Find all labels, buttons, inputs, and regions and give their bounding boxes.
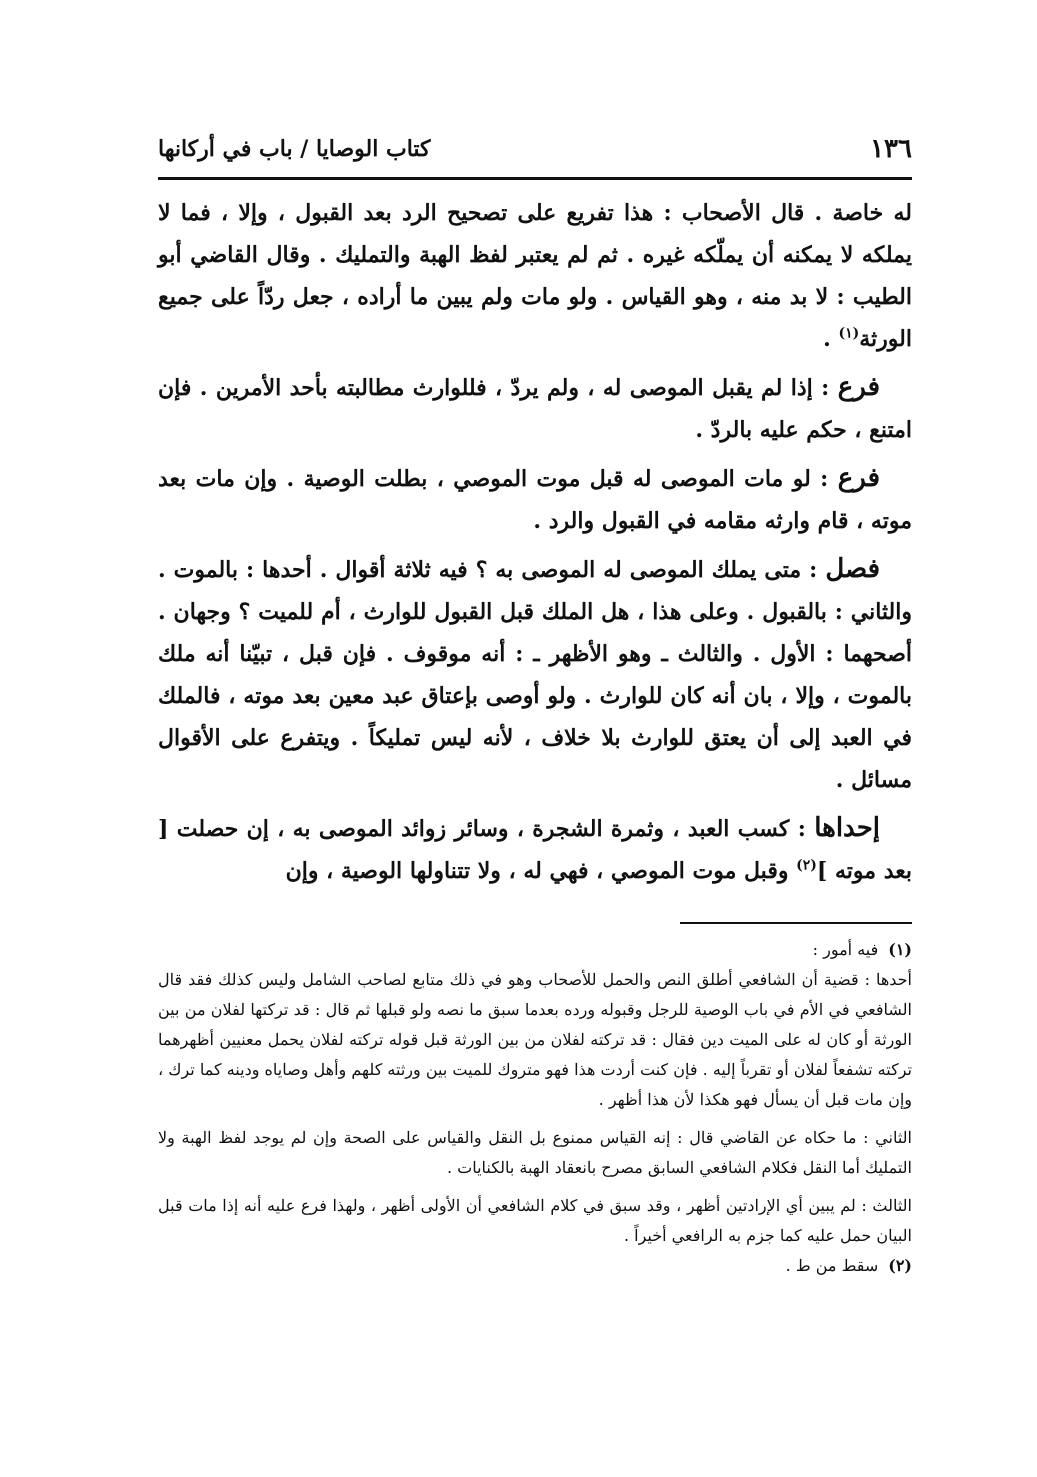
footnote-ref-1[interactable]: (١) <box>838 325 860 342</box>
header-rule <box>158 177 912 180</box>
footnote-number: (٢) <box>888 1256 912 1275</box>
footnote-2 <box>158 1251 912 1281</box>
page-header <box>158 128 912 174</box>
page-number: ١٣٦ <box>870 134 912 164</box>
paragraph-text: : كسب العبد ، وثمرة الشجرة ، وسائر زوائد الموصى به ، إن حصلت [ بعد موته ] <box>158 816 912 884</box>
paragraph-fasl <box>158 548 912 801</box>
paragraph-ihdaha <box>158 807 912 892</box>
section-lead: إحداها <box>814 813 880 843</box>
main-text <box>158 192 912 898</box>
paragraph-1 <box>158 192 912 360</box>
paragraph-text: : لو مات الموصى له قبل موت الموصي ، بطلت الوصية . وإن مات بعد موته ، قام وارثه مقامه في القبول والرد . <box>158 466 912 534</box>
footnotes <box>158 935 912 1281</box>
running-title: كتاب الوصايا / باب في أركانها <box>158 136 431 162</box>
footnote-1-part-a: أحدها : قضية أن الشافعي أطلق النص والحمل للأصحاب وهو في ذلك متابع لصاحب الشامل وليس كذلك فقد قال الشافعي في الأم في باب الوصية للرجل وقبوله ورده بعدما سبق ما نصه ولو قبلها ثم قال : قد تركتها لفلان من بين الورثة أو كان له على الميت دين فقال : قد تركته لفلان من بين الورثة قبل قوله تركته لفلان يحمل معنيين أظهرهما تركته تشفعاً لفلان أو تقرباً إليه . فإن كنت أردت هذا فهو متروك للميت بين ورثته كلهم وأهل وصاياه ودينه كما ترك ، وإن مات قبل أن يسأل فهو هكذا لأن هذا أظهر . <box>158 970 913 1109</box>
footnote-1 <box>158 935 912 965</box>
footnote-text: فيه أمور : <box>812 940 879 959</box>
paragraph-far-2 <box>158 457 912 542</box>
footnote-1-part-b: الثاني : ما حكاه عن القاضي قال : إنه القياس ممنوع بل النقل والقياس على الصحة وإن لم يوجد لفظ الهبة ولا التمليك أما النقل فكلام الشافعي السابق مصرح بانعقاد الهبة بالكنايات . <box>158 1128 912 1177</box>
paragraph-text: : إذا لم يقبل الموصى له ، ولم يردّ ، فللوارث مطالبته بأحد الأمرين . فإن امتنع ، حكم عليه بالردّ . <box>158 375 912 443</box>
footnote-text: سقط من ط . <box>785 1256 879 1275</box>
footnote-ref-2[interactable]: (٢) <box>796 857 817 874</box>
paragraph-text: وقبل موت الموصي ، فهي له ، ولا تتناولها الوصية ، وإن <box>285 858 797 884</box>
section-lead: فرع <box>837 372 880 402</box>
footnote-1-part-c: الثالث : لم يبين أي الإرادتين أظهر ، وقد سبق في كلام الشافعي أن الأولى أظهر ، ولهذا فرع عليه أنه إذا مات قبل البيان حمل عليه كما جزم به الرافعي أخيراً . <box>158 1196 912 1245</box>
paragraph-text: : متى يملك الموصى له الموصى به ؟ فيه ثلاثة أقوال . أحدها : بالموت . والثاني : بالقبول . وعلى هذا ، هل الملك قبل القبول للوارث ، أم للميت ؟ وجهان . أصحهما : الأول . والثالث ـ وهو الأظهر ـ : أنه موقوف . فإن قبل ، تبيّنا أنه ملك بالموت ، وإلا ، بان أنه كان للوارث . ولو أوصى بإعتاق عبد معين بعد موته ، فالملك في العبد إلى أن يعتق للوارث بلا خلاف ، لأنه ليس تمليكاً . ويتفرع على الأقوال مسائل . <box>158 557 912 793</box>
footnote-rule <box>680 922 912 924</box>
paragraph-far-1 <box>158 366 912 451</box>
section-lead: فصل <box>825 554 880 584</box>
paragraph-text: . <box>823 326 839 352</box>
footnote-number: (١) <box>888 940 912 959</box>
section-lead: فرع <box>837 463 880 493</box>
paragraph-text: له خاصة . قال الأصحاب : هذا تفريع على تصحيح الرد بعد القبول ، وإلا ، فما لا يملكه لا يمكنه أن يملّكه غيره . ثم لم يعتبر لفظ الهبة والتمليك . وقال القاضي أبو الطيب : لا بد منه ، وهو القياس . ولو مات ولم يبين ما أراده ، جعل ردّاً على جميع الورثة <box>158 200 912 352</box>
